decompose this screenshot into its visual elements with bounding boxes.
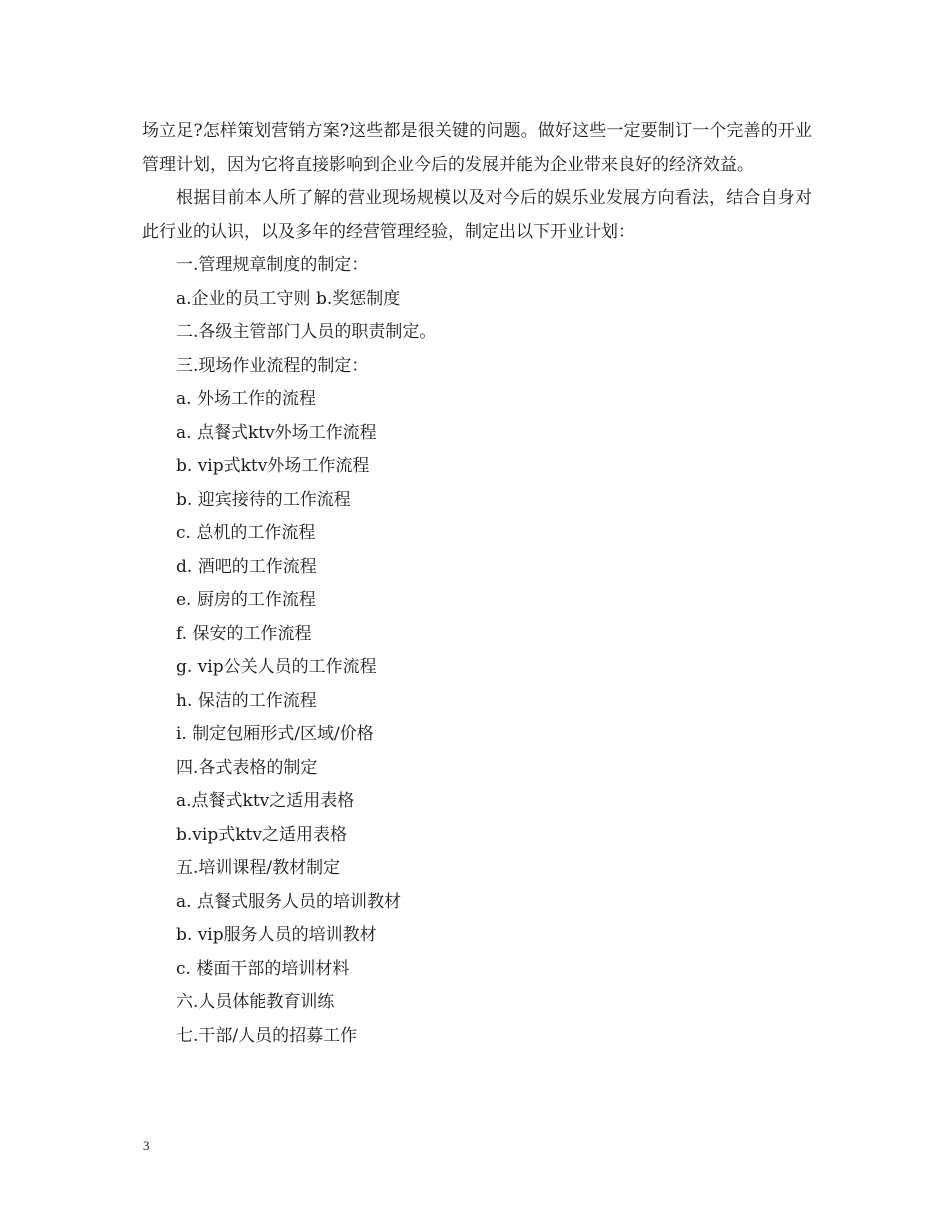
list-item: c. 楼面干部的培训材料: [176, 958, 350, 979]
page-number: 3: [143, 1138, 150, 1153]
list-item: d. 酒吧的工作流程: [176, 556, 317, 577]
section-heading-workflow: 三.现场作业流程的制定：: [176, 355, 369, 376]
list-item: a. 点餐式服务人员的培训教材: [176, 891, 401, 912]
list-item: h. 保洁的工作流程: [176, 690, 317, 711]
section-heading-duties: 二.各级主管部门人员的职责制定。: [176, 322, 437, 342]
list-item: b. 迎宾接待的工作流程: [176, 489, 351, 510]
list-item: a. 外场工作的流程: [176, 389, 316, 409]
section-heading-training: 五.培训课程/教材制定: [176, 858, 341, 878]
list-item: b. vip服务人员的培训教材: [176, 925, 377, 945]
section-heading-forms: 四.各式表格的制定: [176, 757, 318, 778]
list-item: c. 总机的工作流程: [176, 523, 316, 543]
section-heading-physical-training: 六.人员体能教育训练: [176, 992, 335, 1012]
list-item: b.vip式ktv之适用表格: [176, 824, 347, 845]
paragraph-1: 场立足?怎样策划营销方案?这些都是很关键的问题。做好这些一定要制订一个完善的开业管理计划，因为它将直接影响到企业今后的发展并能为企业带来良好的经济效益。: [142, 121, 812, 175]
list-item: a. 点餐式ktv外场工作流程: [176, 422, 377, 443]
paragraph-2: 根据目前本人所了解的营业现场规模以及对今后的娱乐业发展方向看法，结合自身对此行业的认识，以及多年的经营管理经验，制定出以下开业计划：: [142, 188, 812, 242]
list-item: g. vip公关人员的工作流程: [176, 657, 377, 677]
list-item: a.企业的员工守则 b.奖惩制度: [176, 288, 401, 309]
list-item: b. vip式ktv外场工作流程: [176, 456, 370, 476]
list-item: f. 保安的工作流程: [176, 623, 312, 644]
list-item: a.点餐式ktv之适用表格: [176, 791, 355, 811]
list-item: i. 制定包厢形式/区域/价格: [176, 724, 374, 744]
section-heading-rules: 一.管理规章制度的制定：: [176, 255, 369, 275]
list-item: e. 厨房的工作流程: [176, 590, 316, 610]
page-content: [142, 115, 812, 1053]
section-heading-recruitment: 七.干部/人员的招募工作: [176, 1025, 358, 1046]
